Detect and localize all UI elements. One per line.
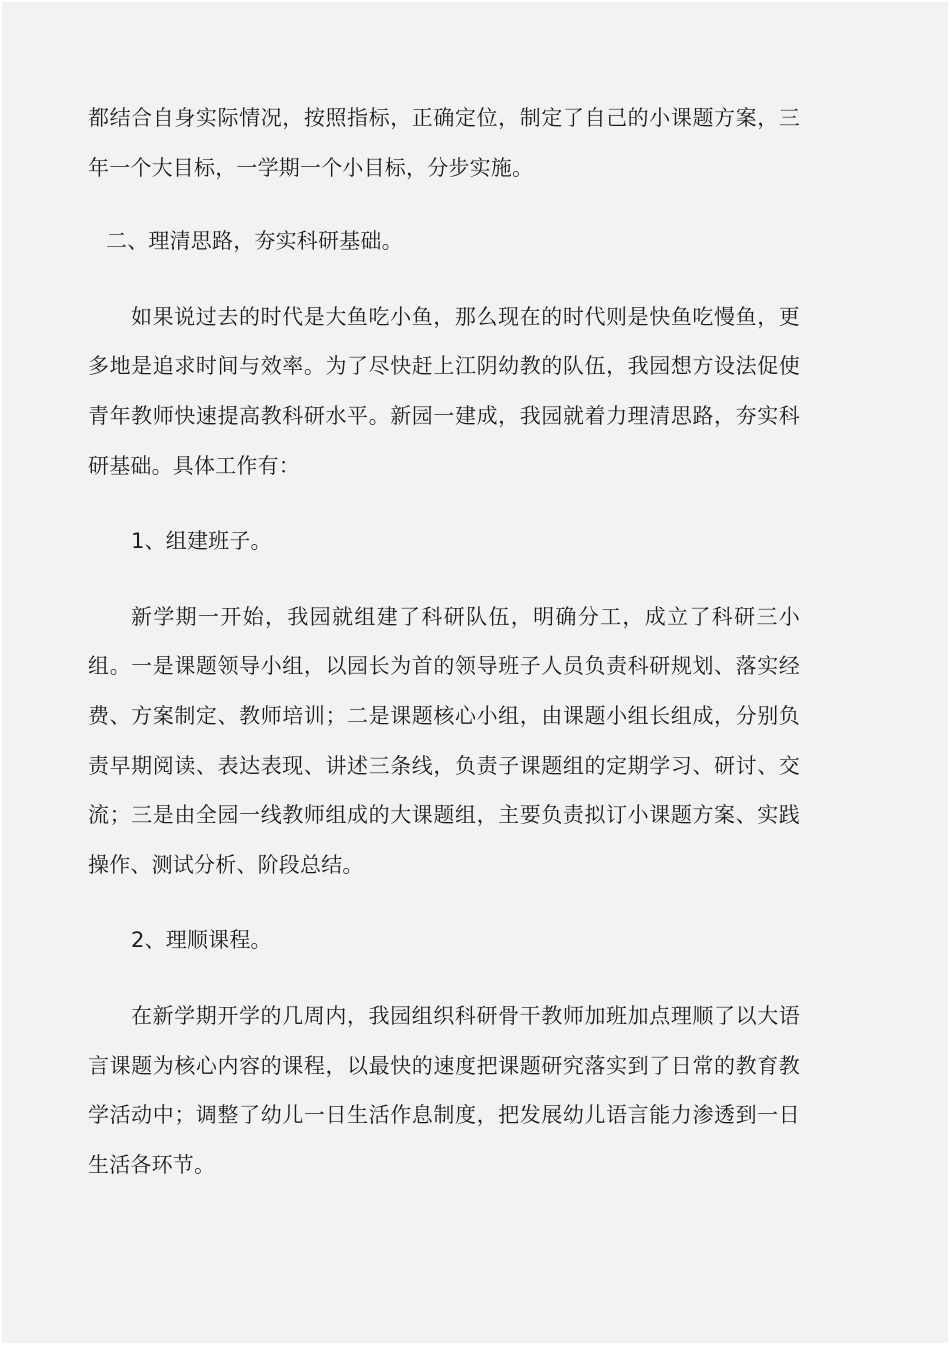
paragraph-intro: 如果说过去的时代是大鱼吃小鱼，那么现在的时代则是快鱼吃慢鱼，更多地是追求时间与效率。为了尽快赶上江阴幼教的队伍，我园想方设法促使青年教师快速提高教科研水平。新园一建成，我园就着力理清思路，夯实科研基础。具体工作有： xyxy=(88,304,800,478)
paragraph-team: 新学期一开始，我园就组建了科研队伍，明确分工，成立了科研三小组。一是课题领导小组，以园长为首的领导班子人员负责科研规划、落实经费、方案制定、教师培训；二是课题核心小组，由课题小组长组成，分别负责早期阅读、表达表现、讲述三条线，负责子课题组的定期学习、研讨、交流；三是由全园一线教师组成的大课题组，主要负责拟订小课题方案、实践操作、测试分析、阶段总结。 xyxy=(88,604,800,877)
paragraph-curriculum: 在新学期开学的几周内，我园组织科研骨干教师加班加点理顺了以大语言课题为核心内容的课程，以最快的速度把课题研究落实到了日常的教育教学活动中；调整了幼儿一日生活作息制度，把发展幼儿语言能力渗透到一日生活各环节。 xyxy=(88,1003,800,1177)
document-body xyxy=(88,94,800,1190)
subheading-1: 1、组建班子。 xyxy=(131,529,272,554)
paragraph-continuation: 都结合自身实际情况，按照指标，正确定位，制定了自己的小课题方案，三年一个大目标，一学期一个小目标，分步实施。 xyxy=(88,106,800,180)
section-heading-2: 二、理清思路，夯实科研基础。 xyxy=(106,229,403,254)
document-page xyxy=(2,2,948,1343)
subheading-2: 2、理顺课程。 xyxy=(131,928,272,953)
